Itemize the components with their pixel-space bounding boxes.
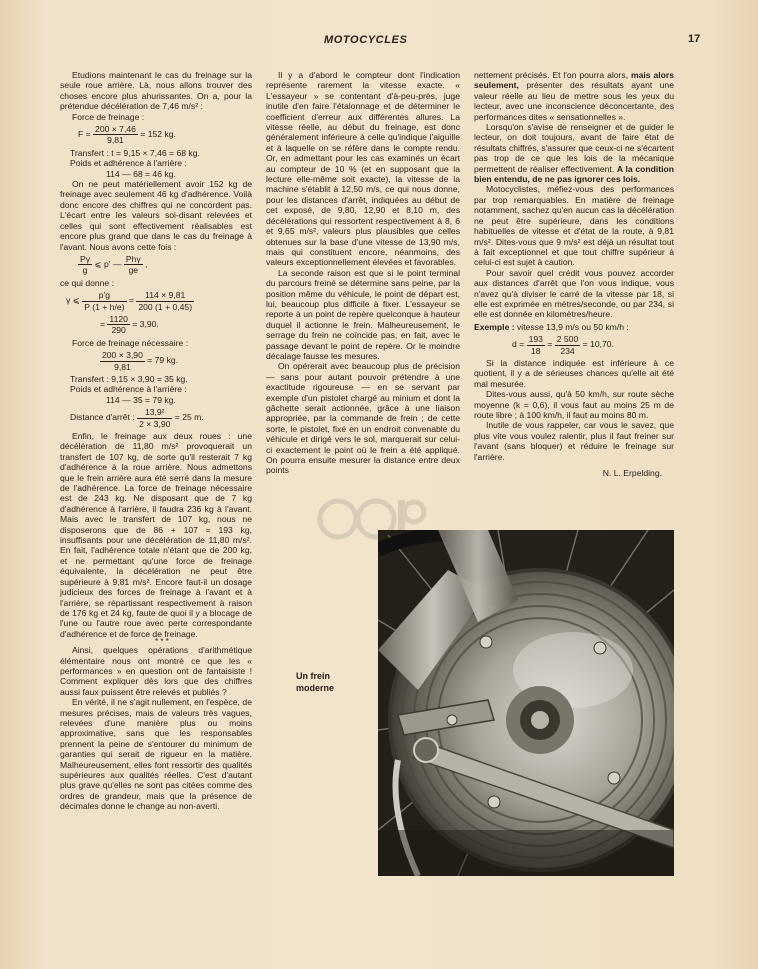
text-line: Poids et adhérence à l'arrière : (70, 158, 187, 169)
formula-part: = 79 kg. (147, 355, 179, 366)
numerator: 200 × 3,90 (102, 350, 143, 361)
formula-distance (60, 407, 252, 429)
numerator: 200 × 7,46 (95, 124, 136, 135)
formula-stopping-distance (474, 334, 674, 356)
numerator: p'g (82, 290, 126, 301)
bold-text: mais alors seulement, (474, 70, 675, 91)
formula-part: Distance d'arrêt : (70, 412, 135, 423)
formula-result (60, 314, 252, 336)
fraction (82, 290, 126, 312)
paragraph: Il y a d'abord le compteur dont l'indication représente rarement la vitesse exacte. « L'essayeur » se contentant d'à-peu-près, juge inutile d'en faire l'étalonnage et de déterminer le coefficient d'erreur aux différentes allures. La vitesse réelle, au début du freinage, est donc généralement inférieure à celle qu'indique l'aiguille et à laquelle on se réfère dans le compte rendu. Or, en admettant pour les cas examinés un écart au compteur de 10 % (et en supposant que la lecture elle-même soit exacte), la vitesse de la machine s'établit à 12,50 m/s, ce qui nous donne, pour les distances d'arrêt, indiquées au début de cet exposé, de 9,80, 12,90 et 8,10 m, des décélérations qui ressortent respectivement à 8, 6 et 9,65 m/s², valeurs plus plausibles que celles obtenues sur la base d'une vitesse de 13,90 m/s, mais qui constituent encore, néanmoins, des valeurs exceptionnellement élevées et favorables. (266, 70, 460, 268)
fraction (555, 334, 581, 356)
paragraph: La seconde raison est que si le point terminal du parcours freiné se détermine sans peine, par la position même du véhicule, le point de départ est, lui, beaucoup plus difficile à fixer. L'essayeur se reporte à un point de repère quelconque à hauteur duquel il actionne le frein. Malheureusement, le serrage du frein ne coïncide pas, en fait, avec le passage devant le point de repère. Or le moindre décalage fausse les mesures. (266, 267, 460, 361)
bold-text: A la condition bien entendu, de ne pas ignorer ces lois. (474, 163, 674, 185)
figure-caption (296, 670, 370, 694)
fraction (137, 407, 172, 429)
caption-line: moderne (296, 683, 335, 693)
numerator: 2 500 (556, 334, 579, 345)
caption-line: Un frein (296, 671, 331, 681)
formula-part: = (128, 295, 134, 306)
numerator: Phγ (125, 253, 141, 264)
paragraph: Motocyclistes, méfiez-vous des performances par trop remarquables. En matière de freinage notamment, sachez qu'en aucun cas la décélération ne peut être supérieure, dans les conditions habituelles de vitesse et d'état de la route, à 9,81 m/s². Dites-vous que 9 m/s² est déjà un résultat tout à fait exceptionnel et que tout chiffre supérieur à celui-ci est sujet à caution. (474, 184, 674, 268)
formula-part: γ ⩽ (66, 295, 80, 306)
column-2 (266, 70, 460, 476)
numerator: 13,9² (137, 407, 172, 418)
fraction (124, 254, 143, 276)
paragraph: Pour savoir quel crédit vous pouvez accorder aux distances d'arrêt que l'on vous indique, vous n'avez qu'à diviser le carré de la vitesse par 18, si elle est exprimée en mètres/seconde, ou par 234, si elle est donnée en kilomètres/heure. (474, 267, 674, 320)
fraction (100, 350, 145, 372)
numerator: Pγ (80, 253, 91, 264)
formula-gamma (60, 290, 252, 312)
denominator: 2 × 3,90 (139, 418, 171, 429)
text-line: Transfert : t = 9,15 × 7,46 = 68 kg. (70, 147, 200, 158)
formula-part: = 152 kg. (140, 129, 176, 140)
paragraph: Etudions maintenant le cas du freinage sur la seule roue arrière. Là, nous allons trouver des choses encore plus ahurissantes. On a, pour la prétendue décélération de 7,46 m/s² : (60, 70, 252, 112)
column-1 (60, 70, 252, 812)
paragraph: Dites-vous aussi, qu'à 50 km/h, sur route sèche moyenne (k = 0,6), il vous faut au moins 25 m de route libre ; à 100 km/h, il faut au moins 80 m. (474, 389, 674, 420)
paragraph: Inutile de vous rappeler, car vous le savez, que plus vite vous voulez ralentir, plus il faut freiner sur l'avant (sans bloquer) et réduire le freinage sur l'arrière. (474, 420, 674, 462)
formula-part: = 10,70. (582, 339, 614, 350)
paragraph: On ne peut matériellement avoir 152 kg de freinage avec seulement 46 kg d'adhérence. Voilà donc encore des chiffres qui ne concordent pas. L'écart entre les valeurs soi-disant relevées et celles qui sont effectivement réalisables est encore plus grand que dans le cas du freinage à l'avant. Nous avons cette fois : (60, 179, 252, 252)
paragraph (474, 122, 674, 184)
paragraph: En vérité, il ne s'agit nullement, en l'espèce, de mesures précises, mais de valeurs très vagues, relevées d'une manière plus ou moins approximative, sans que les responsables prennent la peine de s'entourer du minimum de garanties qui serait de rigueur en la matière. Malheureusement, elles font ressortir des qualités supérieures aux qualités réelles. C'est d'autant plus grave qu'elles ne sont pas citées comme des ordres de grandeur, mais que la présence de décimales donne le change au non-averti. (60, 697, 252, 812)
formula-force (60, 124, 252, 146)
text-line: ce qui donne : (60, 277, 114, 288)
text-line: Poids et adhérence à l'arrière : (70, 384, 187, 395)
denominator: g (82, 265, 88, 276)
paragraph: Force de freinage nécessaire : (72, 337, 189, 348)
brake-photo (378, 530, 674, 876)
column-3 (474, 70, 674, 478)
text-run: Lorsqu'on s'avise de renseigner et de guider le lecteur, on doit toujours, avant de faire état de résultats chiffrés, s'assurer que ceux-ci ne s'écartent pas trop de ce que les lois de la mécanique permettent de réaliser effectivement. (474, 122, 674, 174)
fraction (527, 334, 545, 356)
paragraph (474, 322, 674, 332)
paragraph: Force de freinage : (72, 111, 145, 122)
formula-part: F = (78, 129, 91, 140)
formula-part: = (100, 319, 106, 330)
denominator: 290 (111, 325, 126, 336)
denominator: 18 (530, 345, 541, 356)
formula-part: = (547, 339, 553, 350)
fraction (136, 290, 194, 312)
paragraph: Si la distance indiquée est inférieure à ce quotient, il y a de sérieuses chances qu'elle ait été mal mesurée. (474, 357, 674, 389)
denominator: 9,81 (114, 361, 131, 372)
numerator: 114 × 9,81 (136, 290, 194, 301)
fraction (107, 314, 129, 336)
formula-part: ⩽ p' — (94, 259, 122, 270)
denominator: P (1 + h/e) (84, 301, 125, 312)
text-run: présenter des résultats ayant une valeur réelle au lieu de mettre sous les yeux du lecteur, avec une inconscience déconcertante, des performances dites « sensationnelles ». (474, 80, 674, 122)
numerator: 1120 (109, 313, 128, 324)
formula-inequality (60, 254, 252, 276)
denominator: ge (128, 265, 138, 276)
text-run: nettement précisés. Et l'on pourra alors, (474, 70, 629, 80)
denominator: 9,81 (107, 135, 124, 146)
section-separator: * * * (155, 637, 169, 647)
text-line: Transfert : 9,15 × 3,90 = 35 kg. (70, 373, 188, 384)
brake-drum-image (378, 530, 674, 876)
paragraph (474, 70, 674, 122)
formula-force-needed (60, 350, 252, 372)
denominator: 200 (1 + 0,45) (138, 301, 193, 312)
formula-part: = 3,90. (132, 319, 159, 330)
paragraph: Enfin, le freinage aux deux roues : une décélération de 11,80 m/s² provoquerait un transfert de 107 kg, de sorte qu'il resterait 7 kg d'adhérence à la roue arrière. Nous admettons que le frein arrière aura été serré dans la mesure de l'adhérence. La force de freinage nécessaire est de 243 kg. Ne disposant que de 7 kg d'adhérence à l'arrière, il faudra 236 kg à l'avant. Mais avec le transfert de 107 kg, nous ne disposerons que de 86 + 107 = 193 kg, insuffisants pour une décélération de 11,80 m/s². En fait, l'adhérence totale n'étant que de 200 kg, et ne permettant qu'une force de freinage équivalente, la décélération ne peut être supérieure à 9,81 m/s². Encore faut-il un dosage judicieux des forces de freinage à l'avant et à l'arrière, se répartissant respectivement à raison de 176 kg et 24 kg, faute de quoi il y a blocage de l'une ou l'autre roue avec perte correspondante d'adhérence et de force de freinage. (60, 431, 252, 639)
fraction (78, 254, 92, 276)
author-signature: N. L. Erpelding. (602, 468, 662, 479)
numerator: 193 (528, 334, 543, 345)
page-number: 17 (688, 33, 701, 45)
paragraph: On opérerait avec beaucoup plus de précision — sans pour autant pouvoir prétendre à une exactitude rigoureuse — en se servant par exemple d'un pistolet chargé au minium et dont la gâchette serait actionnée, grâce à une liaison appropriée, par la commande de frein ; de cette sorte, le pistolet, fixé en un endroit convenable du véhicule et dirigé vers le sol, marquerait sur celui-ci exactement le point où le frein a été appliqué. On pourra ensuite mesurer la distance entre deux points (266, 361, 460, 476)
fraction (93, 124, 138, 146)
text-line: 114 — 35 = 79 kg. (106, 394, 176, 405)
formula-part: d = (512, 339, 525, 350)
formula-part: = 25 m. (174, 412, 204, 423)
formula-part: , (145, 259, 148, 270)
text-run: vitesse 13,9 m/s ou 50 km/h : (517, 321, 629, 332)
running-head: MOTOCYCLES (324, 34, 408, 46)
text-line: 114 — 68 = 46 kg. (106, 168, 176, 179)
paragraph: Ainsi, quelques opérations d'arithmétique élémentaire nous ont montré ce que les « performances » en question ont de fantaisiste ! Comment expliquer dès lors que des chiffres aussi faux puissent être relevés et publiés ? (60, 645, 252, 697)
denominator: 234 (560, 345, 575, 356)
bold-text: Exemple : (474, 321, 515, 332)
